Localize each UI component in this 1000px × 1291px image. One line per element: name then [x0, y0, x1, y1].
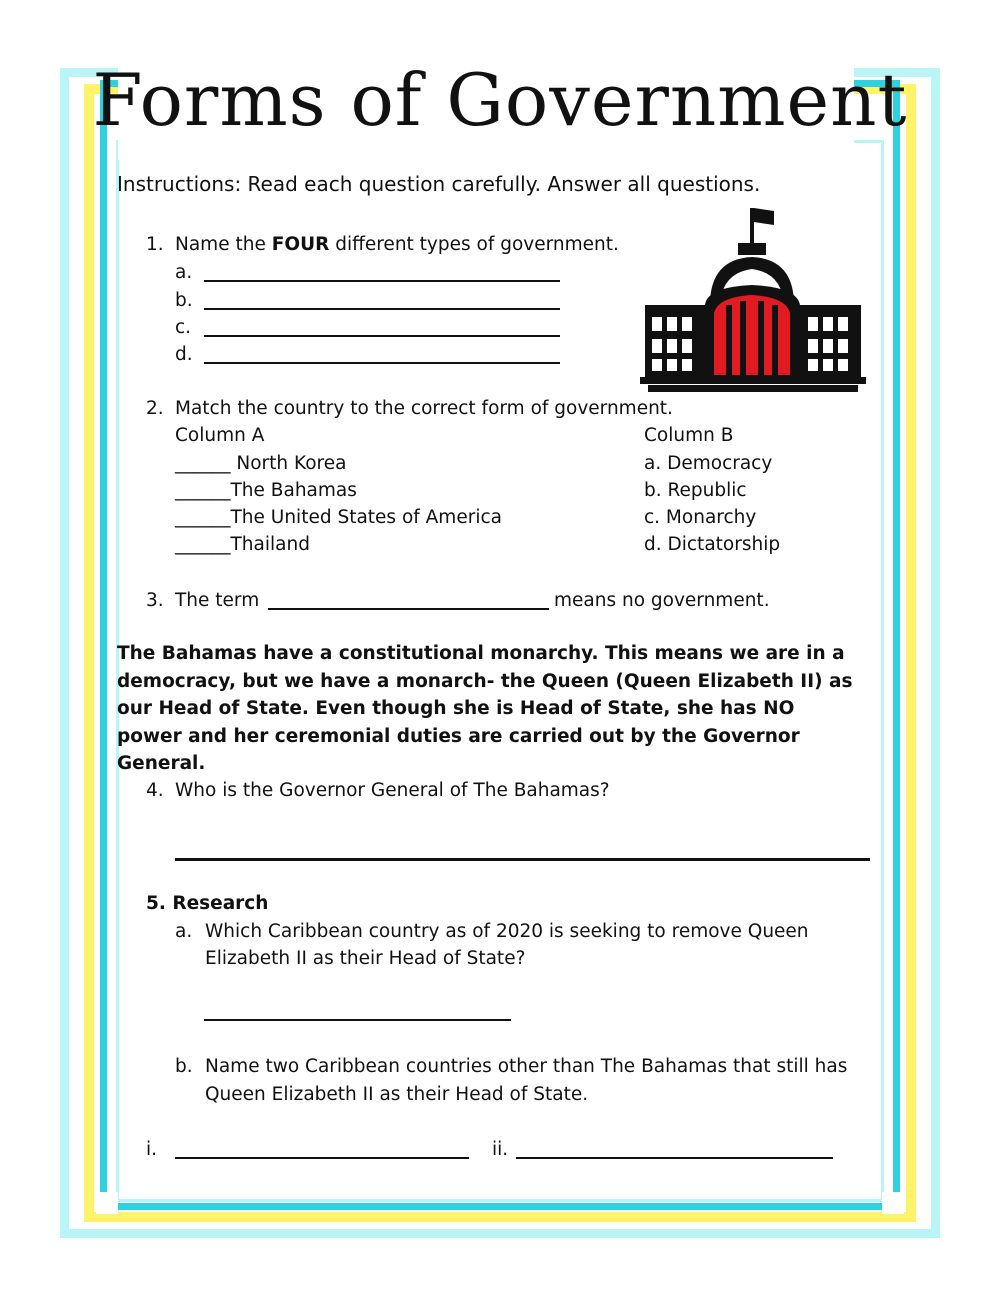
q1-item-label: b. [175, 290, 193, 311]
q1-item-label: d. [175, 344, 193, 365]
q1-item-label: a. [175, 262, 193, 283]
q5a-label: a. [175, 921, 193, 942]
q5-heading: 5. Research [146, 893, 269, 914]
column-b-header: Column B [644, 425, 734, 446]
column-b-item: c. Monarchy [644, 507, 757, 528]
q5b-ii-label: ii. [492, 1139, 509, 1160]
q2-text: Match the country to the correct form of government. [175, 398, 673, 419]
q5a-text-line1: Which Caribbean country as of 2020 is seeking to remove Queen [205, 921, 809, 942]
answer-line[interactable] [204, 335, 560, 337]
q1-number: 1. [146, 234, 164, 255]
answer-line[interactable] [204, 308, 560, 310]
answer-line[interactable] [204, 362, 560, 364]
column-a-item: ______ North Korea [175, 453, 347, 474]
q3-number: 3. [146, 590, 164, 611]
q1-item-label: c. [175, 317, 192, 338]
q5a-text-line2: Elizabeth II as their Head of State? [205, 948, 526, 969]
column-b-item: a. Democracy [644, 453, 773, 474]
answer-line[interactable] [516, 1157, 833, 1159]
answer-line[interactable] [204, 1019, 511, 1021]
column-b-item: b. Republic [644, 480, 747, 501]
q4-text: Who is the Governor General of The Bahamas? [175, 780, 610, 801]
answer-line[interactable] [204, 280, 560, 282]
column-a-header: Column A [175, 425, 265, 446]
q5b-text-line1: Name two Caribbean countries other than The Bahamas that still has [205, 1056, 848, 1077]
q1-text: Name the FOUR different types of government. [175, 234, 619, 255]
answer-line[interactable] [268, 608, 549, 610]
column-a-item: ______The United States of America [175, 507, 502, 528]
q5b-text-line2: Queen Elizabeth II as their Head of State. [205, 1084, 589, 1105]
column-a-item: ______Thailand [175, 534, 310, 555]
corner-notch [96, 1192, 118, 1214]
q5b-i-label: i. [146, 1139, 158, 1160]
q5b-label: b. [175, 1056, 193, 1077]
corner-notch [882, 1192, 904, 1214]
instructions: Instructions: Read each question carefully. Answer all questions. [117, 172, 761, 196]
column-a-item: ______The Bahamas [175, 480, 357, 501]
capitol-building-icon [640, 205, 866, 395]
q2-number: 2. [146, 398, 164, 419]
answer-line[interactable] [175, 1157, 469, 1159]
info-paragraph: The Bahamas have a constitutional monarchy. This means we are in a democracy, but we have a monarch- the Queen (Queen Elizabeth II) as our Head of State. Even though she is Head of State, she has NO power and her ceremonial duties are carried out by the Governor General. [117, 643, 853, 774]
column-b-item: d. Dictatorship [644, 534, 781, 555]
page-title: Forms of Government [92, 58, 908, 142]
q3-text-pre: The term [175, 590, 260, 611]
q4-number: 4. [146, 780, 164, 801]
answer-line[interactable] [175, 858, 870, 861]
q3-text-post: means no government. [554, 590, 770, 611]
